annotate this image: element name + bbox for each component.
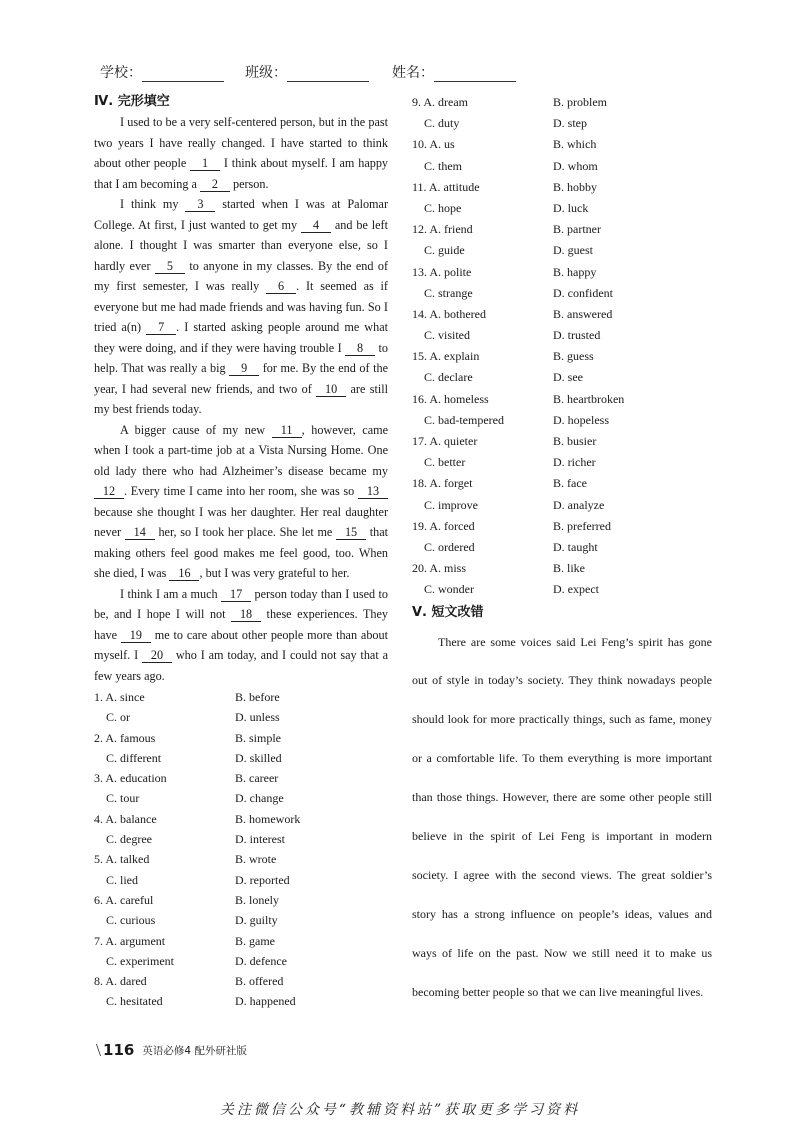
option-choice[interactable]: C. or (106, 710, 130, 725)
option-row (412, 389, 712, 410)
option-choice[interactable]: B. game (235, 933, 275, 948)
footer-note: 关注微信公众号“教辅资料站”获取更多学习资料 (219, 1102, 581, 1118)
option-row (412, 113, 712, 134)
option-row (412, 134, 712, 155)
option-row (412, 516, 712, 537)
option-choice[interactable]: B. wrote (235, 852, 277, 867)
option-choice[interactable]: B. partner (553, 222, 601, 237)
option-row (412, 198, 712, 219)
option-row (412, 452, 712, 473)
option-choice[interactable]: D. reported (235, 872, 290, 887)
school-field (100, 62, 224, 82)
page-number: 116 (103, 1041, 135, 1059)
option-choice[interactable]: 12. A. friend (412, 222, 473, 237)
option-choice[interactable]: C. better (424, 455, 466, 470)
option-row (412, 346, 712, 367)
option-choice[interactable]: C. them (424, 158, 462, 173)
option-choice[interactable]: B. happy (553, 264, 597, 279)
cloze-options-left (94, 687, 388, 1012)
cloze-blank[interactable]: 2 (200, 177, 230, 192)
option-choice[interactable]: B. answered (553, 306, 613, 321)
option-choice[interactable]: C. hope (424, 200, 462, 215)
name-blank-line (434, 66, 516, 82)
option-choice[interactable]: C. curious (106, 913, 156, 928)
cloze-blank[interactable]: 1 (190, 156, 220, 171)
class-label: 班级： (245, 65, 287, 81)
option-choice[interactable]: 18. A. forget (412, 476, 473, 491)
cloze-blank[interactable]: 19 (121, 628, 151, 643)
name-field (392, 62, 516, 82)
option-row (94, 748, 388, 768)
option-row (94, 931, 388, 951)
option-row (94, 707, 388, 727)
option-row (412, 240, 712, 261)
option-choice[interactable]: C. experiment (106, 953, 174, 968)
option-choice[interactable]: 14. A. bothered (412, 306, 486, 321)
option-row (412, 537, 712, 558)
option-choice[interactable]: C. tour (106, 791, 140, 806)
cloze-blank[interactable]: 7 (146, 320, 176, 335)
option-row (412, 473, 712, 494)
error-correction-passage: There are some voices said Lei Feng’s spirit has gone out of style in today’s society. They think nowadays people should look for more practically things, such as fame, money or a comfortable life. To them everything is more important than those things. However, there are some other people still believe in the spirit of Lei Feng is important in modern society. I agree with the second views. The great soldier’s story has a strong influence on people’s ideas, values and ways of life on the past. Now we still need it to make us becoming better people so that we can live meaningful lives. (412, 634, 712, 999)
option-row (94, 809, 388, 829)
cloze-blank[interactable]: 18 (231, 607, 261, 622)
option-choice[interactable]: D. confident (553, 285, 613, 300)
option-choice[interactable]: D. unless (235, 710, 280, 725)
option-choice[interactable]: 5. A. talked (94, 852, 150, 867)
option-choice[interactable]: 7. A. argument (94, 933, 166, 948)
option-choice[interactable]: 3. A. education (94, 771, 167, 786)
cloze-section-title: Ⅳ. 完形填空 (94, 94, 170, 109)
cloze-blank[interactable]: 9 (229, 361, 259, 376)
cloze-blank[interactable]: 8 (345, 341, 375, 356)
option-choice[interactable]: B. preferred (553, 518, 611, 533)
option-choice[interactable]: C. different (106, 750, 162, 765)
option-choice[interactable]: D. see (553, 370, 583, 385)
option-row (412, 431, 712, 452)
option-choice[interactable]: 11. A. attitude (412, 179, 480, 194)
option-choice[interactable]: 13. A. polite (412, 264, 472, 279)
name-label: 姓名： (392, 65, 434, 81)
cloze-blank[interactable]: 4 (301, 218, 331, 233)
school-blank-line (142, 66, 224, 82)
option-choice[interactable]: 4. A. balance (94, 811, 157, 826)
option-choice[interactable]: D. analyze (553, 497, 605, 512)
option-choice[interactable]: D. happened (235, 994, 296, 1009)
option-choice[interactable]: C. guide (424, 243, 465, 258)
option-choice[interactable]: D. whom (553, 158, 598, 173)
option-choice[interactable]: 17. A. quieter (412, 434, 478, 448)
option-choice[interactable]: C. improve (424, 497, 478, 512)
option-choice[interactable]: C. lied (106, 872, 138, 887)
option-choice[interactable]: B. before (235, 690, 280, 704)
cloze-blank[interactable]: 3 (185, 197, 215, 212)
cloze-passage (94, 112, 388, 686)
option-choice[interactable]: D. taught (553, 539, 598, 554)
option-row (412, 304, 712, 325)
option-choice[interactable]: B. guess (553, 349, 594, 364)
option-choice[interactable]: 8. A. dared (94, 974, 147, 989)
cloze-blank[interactable]: 15 (336, 525, 366, 540)
option-row (94, 991, 388, 1011)
option-choice[interactable]: B. homework (235, 811, 301, 826)
error-correction-title: Ⅴ. 短文改错 (412, 604, 484, 620)
option-choice[interactable]: D. skilled (235, 750, 282, 765)
option-row (94, 910, 388, 930)
option-row (94, 971, 388, 991)
option-choice[interactable]: C. ordered (424, 539, 475, 554)
cloze-options-right (412, 92, 712, 601)
cloze-blank[interactable]: 10 (316, 382, 346, 397)
cloze-blank[interactable]: 14 (125, 525, 155, 540)
option-row (412, 177, 712, 198)
option-row (94, 870, 388, 890)
option-row (412, 219, 712, 240)
option-row (412, 283, 712, 304)
option-choice[interactable]: C. visited (424, 328, 471, 343)
option-choice[interactable]: D. expect (553, 582, 599, 597)
option-row (94, 849, 388, 869)
option-choice[interactable]: D. trusted (553, 328, 601, 343)
cloze-blank[interactable]: 5 (155, 259, 185, 274)
option-choice[interactable]: B. heartbroken (553, 391, 625, 406)
option-choice[interactable]: D. guilty (235, 913, 278, 928)
option-choice[interactable]: B. career (235, 771, 279, 786)
school-label: 学校： (100, 65, 142, 81)
option-choice[interactable]: C. bad-tempered (424, 412, 504, 427)
option-choice[interactable]: D. hopeless (553, 412, 609, 427)
option-choice[interactable]: D. richer (553, 455, 596, 470)
option-row (94, 728, 388, 748)
class-blank-line (287, 66, 369, 82)
option-choice[interactable]: B. hobby (553, 179, 598, 194)
option-choice[interactable]: B. lonely (235, 892, 279, 907)
left-column (94, 92, 388, 1012)
option-row (412, 92, 712, 113)
option-choice[interactable]: D. defence (235, 953, 287, 968)
option-row (412, 579, 712, 600)
option-choice[interactable]: B. problem (553, 95, 607, 109)
option-row (412, 156, 712, 177)
option-choice[interactable]: 16. A. homeless (412, 391, 489, 406)
cloze-paragraph: A bigger cause of my new 11 , however, came when I took a part-time job at a Vista Nursing Home. One old lady there who had Alzheimer’s disease became my 12 . Every time I came into her room, she was so 13 because she thought I was her daughter. Her real daughter never 14 her, so I took her place. She let me 15 that making others feel good makes me feel good, too. When she died, I was 16 , but I was very grateful to her. (94, 422, 389, 580)
option-choice[interactable]: B. like (553, 561, 585, 576)
option-choice[interactable]: B. simple (235, 730, 282, 745)
option-row (412, 410, 712, 431)
option-choice[interactable]: D. change (235, 791, 284, 806)
page-slash: \ (96, 1039, 102, 1060)
option-choice[interactable]: 15. A. explain (412, 349, 480, 364)
option-row (94, 829, 388, 849)
option-choice[interactable]: 1. A. since (94, 690, 145, 704)
student-info-header (100, 62, 720, 84)
option-choice[interactable]: 2. A. famous (94, 730, 156, 745)
option-choice[interactable]: C. duty (424, 116, 460, 131)
option-choice[interactable]: D. guest (553, 243, 593, 258)
cloze-blank[interactable]: 6 (266, 279, 296, 294)
cloze-paragraph: I think my 3 started when I was at Palomar College. At first, I just wanted to get my 4 and be left alone. I thought I was smarter than everyone else, so I hardly ever 5 to anyone in my classes. By the end of my first semester, I was really 6 . It seemed as if everyone but me had made friends and was having fun. So I tried a(n) 7 . I started asking people around me what they were doing, and if they were having trouble I 8 to help. That was really a big 9 for me. By the end of the year, I had several new friends, and two of 10 are still my best friends today. (94, 197, 389, 416)
option-choice[interactable]: C. degree (106, 832, 152, 847)
option-choice[interactable]: 20. A. miss (412, 561, 467, 576)
option-choice[interactable]: B. face (553, 476, 587, 491)
option-row (412, 558, 712, 579)
option-choice[interactable]: 6. A. careful (94, 892, 154, 907)
right-column (412, 92, 712, 1012)
option-choice[interactable]: B. offered (235, 974, 284, 989)
option-row (412, 495, 712, 516)
option-row (412, 325, 712, 346)
option-choice[interactable]: C. strange (424, 285, 473, 300)
cloze-blank[interactable]: 12 (94, 484, 124, 499)
option-choice[interactable]: 10. A. us (412, 137, 455, 152)
option-row (94, 687, 388, 707)
option-choice[interactable]: B. busier (553, 434, 597, 448)
page-footer (96, 1040, 247, 1060)
option-choice[interactable]: 9. A. dream (412, 95, 468, 109)
cloze-blank[interactable]: 17 (221, 587, 251, 602)
cloze-blank[interactable]: 16 (169, 566, 199, 581)
cloze-blank[interactable]: 20 (142, 648, 172, 663)
option-row (94, 951, 388, 971)
cloze-blank[interactable]: 13 (358, 484, 388, 499)
option-choice[interactable]: D. step (553, 116, 587, 131)
option-row (94, 788, 388, 808)
cloze-paragraph: I used to be a very self-centered person, but in the past two years I have really changed. I have started to think about other people 1 I think about myself. I am happy that I am becoming a 2 person. (94, 115, 389, 191)
class-field (245, 62, 369, 82)
option-choice[interactable]: C. wonder (424, 582, 474, 597)
cloze-paragraph: I think I am a much 17 person today than I used to be, and I hope I will not 18 these experiences. They have 19 me to care about other people more than about myself. I 20 who I am today, and I could not say that a few years ago. (94, 586, 389, 683)
option-row (94, 768, 388, 788)
option-choice[interactable]: 19. A. forced (412, 518, 475, 533)
option-choice[interactable]: C. hesitated (106, 994, 163, 1009)
option-row (94, 890, 388, 910)
option-choice[interactable]: C. declare (424, 370, 473, 385)
cloze-blank[interactable]: 11 (272, 423, 302, 438)
option-row (412, 367, 712, 388)
option-choice[interactable]: D. interest (235, 832, 285, 847)
option-choice[interactable]: D. luck (553, 200, 589, 215)
option-row (412, 262, 712, 283)
book-title: 英语必修4 配外研社版 (142, 1044, 247, 1057)
option-choice[interactable]: B. which (553, 137, 597, 152)
